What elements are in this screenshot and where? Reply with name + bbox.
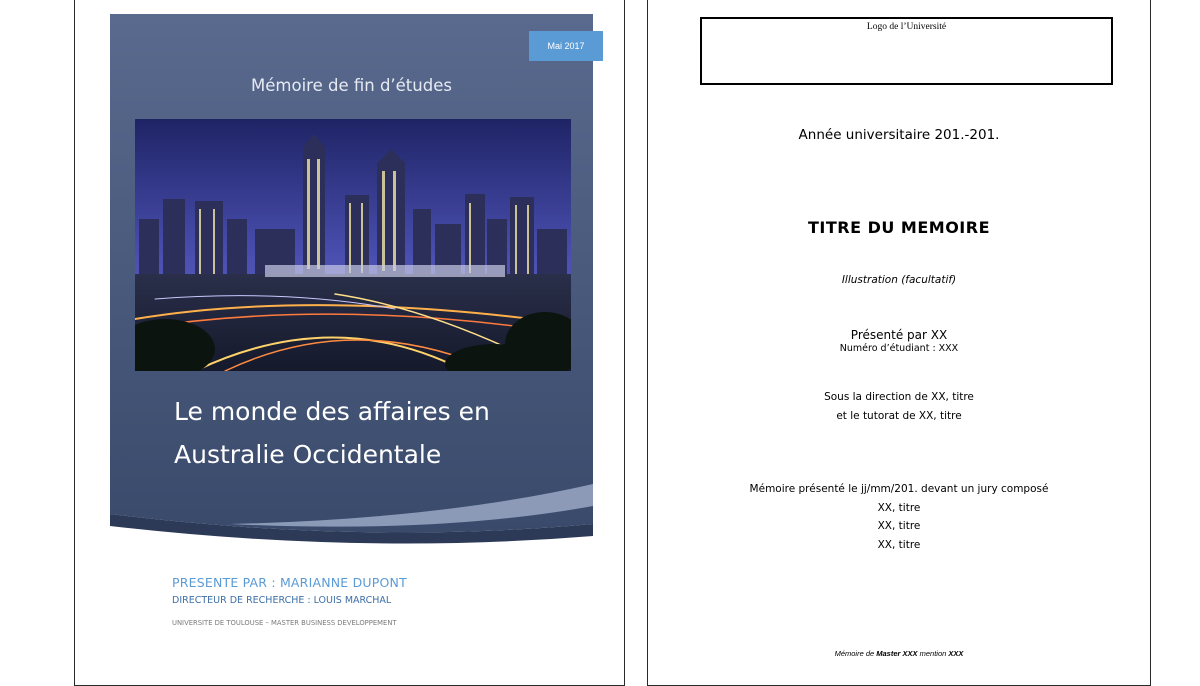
jury-member: XX, titre bbox=[877, 520, 921, 532]
university-line: UNIVERSITE DE TOULOUSE – MASTER BUSINESS DEVELOPPEMENT bbox=[172, 619, 397, 627]
research-director: DIRECTEUR DE RECHERCHE : LOUIS MARCHAL bbox=[172, 595, 392, 606]
footer-prefix: Mémoire de bbox=[834, 649, 877, 658]
cover-title-line1: Le monde des affaires en bbox=[174, 397, 490, 426]
presented-by-line: Présenté par XX bbox=[850, 328, 948, 342]
cover-title-line2: Australie Occidentale bbox=[174, 440, 442, 469]
cover-subtitle: Mémoire de fin d’études bbox=[251, 76, 452, 95]
academic-year: Année universitaire 201.-201. bbox=[798, 127, 1000, 143]
footer-note bbox=[647, 649, 1151, 658]
footer-middle: mention bbox=[917, 649, 949, 658]
jury-line: Mémoire présenté le jj/mm/201. devant un jury composé bbox=[749, 483, 1049, 495]
date-badge: Mai 2017 bbox=[529, 31, 603, 61]
footer-mention: XXX bbox=[948, 649, 964, 658]
university-logo-placeholder bbox=[700, 17, 1113, 85]
illustration-note: Illustration (facultatif) bbox=[841, 274, 957, 286]
cover-title bbox=[174, 390, 584, 476]
jury-member: XX, titre bbox=[877, 502, 921, 514]
city-skyline-photo bbox=[135, 119, 571, 371]
direction-line: Sous la direction de XX, titre bbox=[824, 391, 974, 403]
footer-degree: Master XXX bbox=[876, 649, 918, 658]
thesis-title: TITRE DU MEMOIRE bbox=[807, 218, 991, 237]
tutorat-line: et le tutorat de XX, titre bbox=[836, 410, 962, 422]
student-number: Numéro d’étudiant : XXX bbox=[839, 343, 959, 354]
logo-label: Logo de l’Université bbox=[866, 22, 947, 32]
jury-member: XX, titre bbox=[877, 539, 921, 551]
presented-by: PRESENTE PAR : MARIANNE DUPONT bbox=[172, 575, 407, 590]
